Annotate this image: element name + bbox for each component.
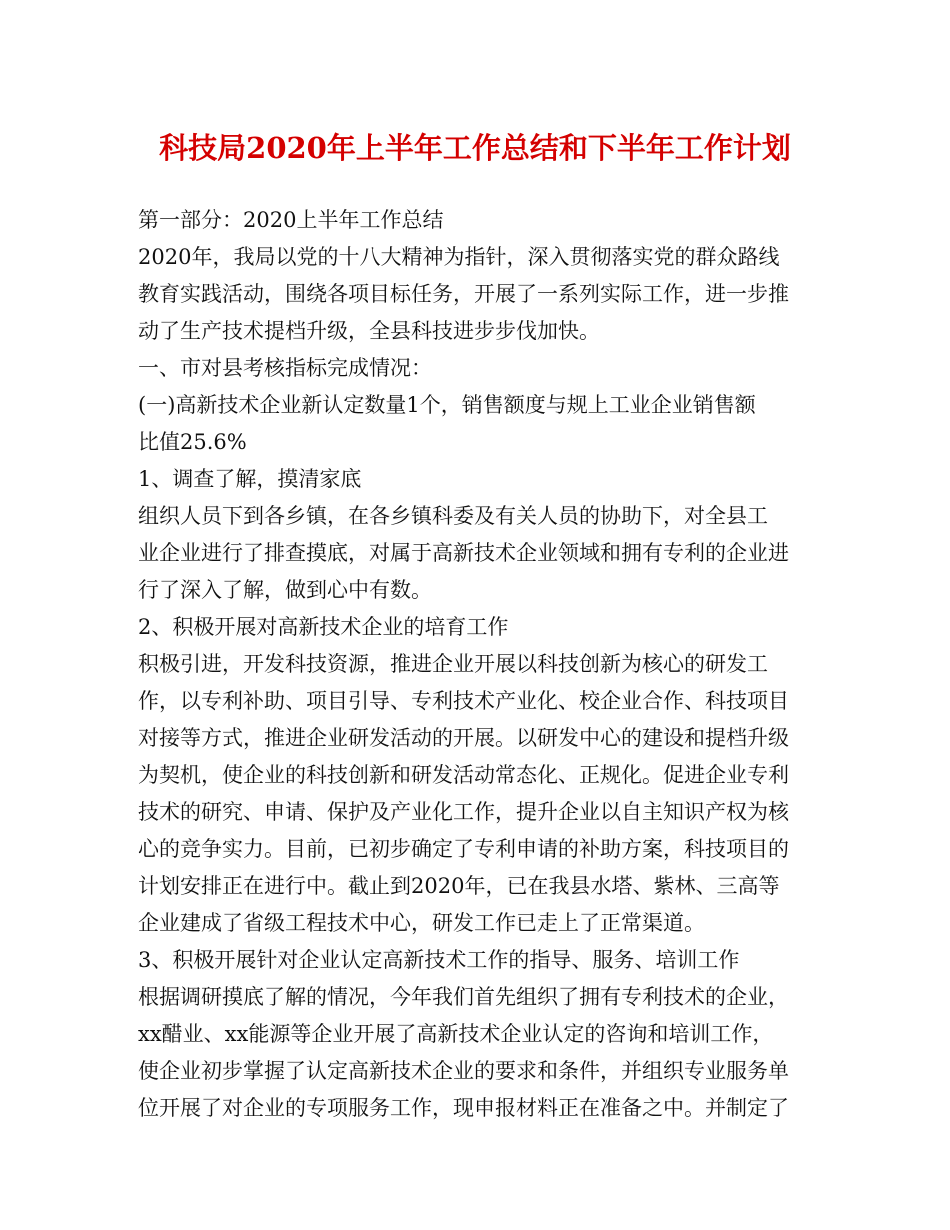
paragraph-line: xx醋业、xx能源等企业开展了高新技术企业认定的咨询和培训工作， xyxy=(138,1022,774,1046)
section-heading-1: 一、市对县考核指标完成情况： xyxy=(138,356,432,380)
paragraph-line: 积极引进，开发科技资源，推进企业开展以科技创新为核心的研发工 xyxy=(138,652,768,676)
document-body xyxy=(138,202,828,1127)
subsection-heading-1: (一)高新技术企业新认定数量1个，销售额度与规上工业企业销售额 xyxy=(138,393,756,417)
paragraph-line: 业企业进行了排查摸底，对属于高新技术企业领域和拥有专利的企业进 xyxy=(138,541,789,565)
paragraph-line: 心的竞争实力。目前，已初步确定了专利申请的补助方案，科技项目的 xyxy=(138,837,789,861)
paragraph-line: 企业建成了省级工程技术中心，研发工作已走上了正常渠道。 xyxy=(138,911,705,935)
item-heading-1: 1、调查了解，摸清家底 xyxy=(138,467,362,491)
paragraph-line: 使企业初步掌握了认定高新技术企业的要求和条件，并组织专业服务单 xyxy=(138,1059,789,1083)
paragraph-line: 对接等方式，推进企业研发活动的开展。以研发中心的建设和提档升级 xyxy=(138,726,789,750)
paragraph-line: 组织人员下到各乡镇，在各乡镇科委及有关人员的协助下，对全县工 xyxy=(138,504,768,528)
section-heading-part-one: 第一部分：2020上半年工作总结 xyxy=(138,208,444,232)
subsection-heading-line: 比值25.6% xyxy=(138,430,247,454)
paragraph-line: 行了深入了解，做到心中有数。 xyxy=(138,578,432,602)
paragraph-line: 作，以专利补助、项目引导、专利技术产业化、校企业合作、科技项目 xyxy=(138,689,789,713)
document-title: 科技局2020年上半年工作总结和下半年工作计划 xyxy=(159,131,791,165)
paragraph-line: 教育实践活动，围绕各项目标任务，开展了一系列实际工作，进一步推 xyxy=(138,282,789,306)
paragraph-line: 为契机，使企业的科技创新和研发活动常态化、正规化。促进企业专利 xyxy=(138,763,789,787)
item-heading-3: 3、积极开展针对企业认定高新技术工作的指导、服务、培训工作 xyxy=(138,948,740,972)
item-heading-2: 2、积极开展对高新技术企业的培育工作 xyxy=(138,615,509,639)
paragraph-line: 根据调研摸底了解的情况，今年我们首先组织了拥有专利技术的企业， xyxy=(138,985,789,1009)
paragraph-line: 技术的研究、申请、保护及产业化工作，提升企业以自主知识产权为核 xyxy=(138,800,789,824)
paragraph-line: 位开展了对企业的专项服务工作，现申报材料正在准备之中。并制定了 xyxy=(138,1096,789,1120)
paragraph-line: 2020年，我局以党的十八大精神为指针，深入贯彻落实党的群众路线 xyxy=(138,245,780,269)
paragraph-line: 动了生产技术提档升级，全县科技进步步伐加快。 xyxy=(138,319,600,343)
paragraph-line: 计划安排正在进行中。截止到2020年，已在我县水塔、紫林、三高等 xyxy=(138,874,780,898)
